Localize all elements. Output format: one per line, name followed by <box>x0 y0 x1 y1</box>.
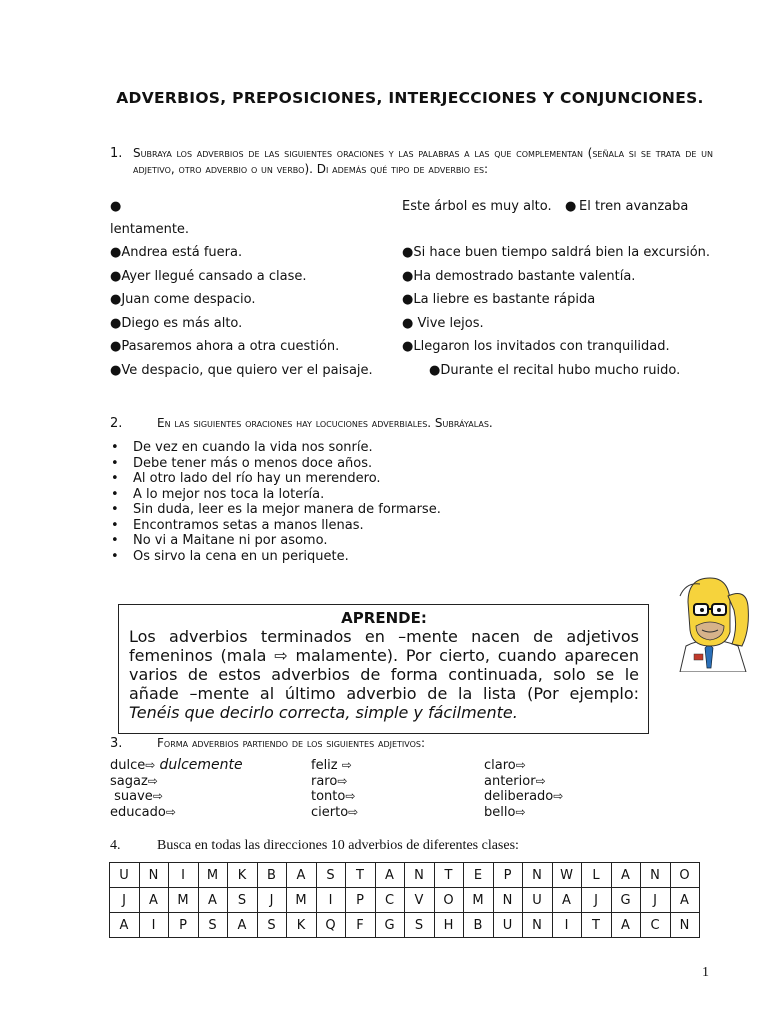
list-item: • Debe tener más o menos doce años. <box>111 456 441 472</box>
grid-cell: S <box>316 863 346 888</box>
sentence-item: ●Durante el recital hubo mucho ruido. <box>429 362 681 378</box>
arrow-right-icon: ⇨ <box>147 773 158 788</box>
grid-cell: N <box>493 888 523 913</box>
list-item: • Sin duda, leer es la mejor manera de formarse. <box>111 502 441 518</box>
list-item: • Al otro lado del río hay un merendero. <box>111 471 441 487</box>
grid-cell: A <box>228 913 258 938</box>
sentence-continuation: lentamente. <box>110 222 190 237</box>
grid-cell: P <box>346 888 376 913</box>
grid-cell: N <box>139 863 169 888</box>
section-2-list <box>111 440 441 564</box>
aprende-heading: APRENDE: <box>341 609 427 627</box>
grid-cell: J <box>641 888 671 913</box>
grid-cell: I <box>139 913 169 938</box>
grid-cell: E <box>464 863 494 888</box>
grid-cell: A <box>552 888 582 913</box>
grid-cell: M <box>464 888 494 913</box>
adjective-item: feliz ⇨ <box>311 758 352 773</box>
adjective-item: dulce⇨ dulcemente <box>110 757 243 773</box>
sentence-item: ●Andrea está fuera. <box>110 245 243 260</box>
grid-cell: S <box>405 913 435 938</box>
list-item: • Os sirvo la cena en un periquete. <box>111 549 441 565</box>
list-item: • No vi a Maitane ni por asomo. <box>111 533 441 549</box>
page-title: ADVERBIOS, PREPOSICIONES, INTERJECCIONES Y CONJUNCIONES. <box>116 89 704 107</box>
section-3-number: 3. <box>110 736 123 751</box>
answer-example: dulcemente <box>159 757 243 773</box>
adjective-item: bello⇨ <box>484 804 526 820</box>
adjective-item: suave⇨ <box>110 789 163 804</box>
section-1-number: 1. <box>110 146 123 161</box>
adjective-column-3 <box>484 758 563 820</box>
grid-cell: M <box>198 863 228 888</box>
grid-cell: A <box>139 888 169 913</box>
grid-row <box>110 863 700 888</box>
grid-cell: J <box>110 888 140 913</box>
grid-cell: A <box>375 863 405 888</box>
sentence-item: ●Diego es más alto. <box>110 315 243 331</box>
grid-cell: I <box>552 913 582 938</box>
grid-cell: T <box>346 863 376 888</box>
list-item: • Encontramos setas a manos llenas. <box>111 518 441 534</box>
arrow-right-icon: ⇨ <box>348 804 359 819</box>
aprende-body: Los adverbios terminados en –mente nacen de adjetivos femeninos (mala ⇨ malamente). Por cierto, cuando aparecen varios de estos adverbios de forma continuada, solo se le añade –mente al último adverbio de la lista (Por ejemplo: Tenéis que decirlo correcta, simple y fácilmente. <box>129 627 640 722</box>
bullet-dot: ● <box>565 199 577 214</box>
section-1-instruction: Subraya los adverbios de las siguientes oraciones y las palabras a las que complementan (señala si se trata de un adjetivo, otro adverbio o un verbo). Di además qué tipo de adverbio es: <box>133 146 713 176</box>
grid-cell: O <box>670 863 700 888</box>
grid-cell: A <box>670 888 700 913</box>
bullet-dot: ● <box>110 199 122 214</box>
arrow-right-icon: ⇨ <box>535 773 546 788</box>
sentence-item: ●Pasaremos ahora a otra cuestión. <box>110 339 340 354</box>
adjective-item: raro⇨ <box>311 773 348 789</box>
list-item: • De vez en cuando la vida nos sonríe. <box>111 440 441 456</box>
adjective-item: deliberado⇨ <box>484 789 564 804</box>
section-1-right-list <box>402 245 710 386</box>
word-search-grid <box>109 862 700 938</box>
grid-cell: N <box>641 863 671 888</box>
section-2-number: 2. <box>110 416 123 431</box>
grid-row <box>110 888 700 913</box>
adjective-item: sagaz⇨ <box>110 773 158 789</box>
grid-cell: I <box>316 888 346 913</box>
grid-cell: G <box>375 913 405 938</box>
aprende-box <box>118 604 649 734</box>
word-search-container <box>109 862 700 946</box>
grid-cell: G <box>611 888 641 913</box>
grid-cell: A <box>611 913 641 938</box>
arrow-right-icon: ⇨ <box>152 789 163 803</box>
grid-cell: B <box>257 863 287 888</box>
grid-cell: B <box>464 913 494 938</box>
grid-row <box>110 913 700 938</box>
grid-cell: C <box>641 913 671 938</box>
adjective-column-2 <box>311 758 358 820</box>
adjective-item: anterior⇨ <box>484 773 546 789</box>
grid-cell: N <box>405 863 435 888</box>
section-1-left-list <box>110 245 373 386</box>
grid-cell: K <box>287 913 317 938</box>
grid-cell: V <box>405 888 435 913</box>
sentence-item: ●Llegaron los invitados con tranquilidad. <box>402 339 670 354</box>
arrow-right-icon: ⇨ <box>515 804 526 819</box>
adjective-column-1 <box>110 758 243 820</box>
adjective-item: cierto⇨ <box>311 804 359 820</box>
sentence-item: ●Ayer llegué cansado a clase. <box>110 268 307 284</box>
arrow-right-icon: ⇨ <box>337 773 348 788</box>
grid-cell: J <box>582 888 612 913</box>
adjective-item: educado⇨ <box>110 804 176 820</box>
arrow-right-icon: ⇨ <box>341 758 352 772</box>
grid-cell: N <box>523 913 553 938</box>
sentence-item: ● Vive lejos. <box>402 315 484 331</box>
grid-cell: A <box>611 863 641 888</box>
arrow-right-icon: ⇨ <box>345 789 356 803</box>
arrow-right-icon: ⇨ <box>274 646 288 665</box>
grid-cell: L <box>582 863 612 888</box>
grid-cell: I <box>169 863 199 888</box>
section-3-instruction: Forma adverbios partiendo de los siguientes adjetivos: <box>157 736 426 750</box>
page-number: 1 <box>702 965 709 980</box>
arrow-right-icon: ⇨ <box>515 758 526 772</box>
grid-cell: A <box>198 888 228 913</box>
grid-cell: U <box>110 863 140 888</box>
grid-cell: W <box>552 863 582 888</box>
arrow-right-icon: ⇨ <box>165 804 176 819</box>
grid-cell: N <box>523 863 553 888</box>
grid-cell: S <box>198 913 228 938</box>
grid-cell: S <box>257 913 287 938</box>
sentence: Este árbol es muy alto. <box>402 199 552 214</box>
grid-cell: K <box>228 863 258 888</box>
cartoon-character-illustration <box>666 572 752 672</box>
grid-cell: H <box>434 913 464 938</box>
grid-cell: M <box>169 888 199 913</box>
sentence-item: ●Si hace buen tiempo saldrá bien la excursión. <box>402 245 711 260</box>
section-2-instruction: En las siguientes oraciones hay locuciones adverbiales. Subráyalas. <box>157 416 493 430</box>
section-4-instruction: Busca en todas las direcciones 10 adverbios de diferentes clases: <box>157 838 519 853</box>
sentence: El tren avanzaba <box>579 199 689 214</box>
grid-cell: T <box>434 863 464 888</box>
grid-cell: P <box>169 913 199 938</box>
grid-cell: O <box>434 888 464 913</box>
grid-cell: U <box>493 913 523 938</box>
grid-cell: C <box>375 888 405 913</box>
arrow-right-icon: ⇨ <box>553 789 564 803</box>
grid-cell: S <box>228 888 258 913</box>
sentence-item: ●Ha demostrado bastante valentía. <box>402 268 636 284</box>
sentence-item: ●Ve despacio, que quiero ver el paisaje. <box>110 362 373 378</box>
list-item: • A lo mejor nos toca la lotería. <box>111 487 441 503</box>
grid-cell: J <box>257 888 287 913</box>
section-4-number: 4. <box>110 838 121 853</box>
grid-cell: P <box>493 863 523 888</box>
grid-cell: U <box>523 888 553 913</box>
arrow-right-icon: ⇨ <box>145 758 156 772</box>
grid-cell: Q <box>316 913 346 938</box>
adjective-item: claro⇨ <box>484 758 526 773</box>
aprende-example: Tenéis que decirlo correcta, simple y fácilmente. <box>129 703 518 722</box>
grid-cell: T <box>582 913 612 938</box>
grid-cell: A <box>110 913 140 938</box>
sentence-item: ●La liebre es bastante rápida <box>402 292 596 307</box>
grid-cell: N <box>670 913 700 938</box>
grid-cell: A <box>287 863 317 888</box>
grid-cell: M <box>287 888 317 913</box>
adjective-item: tonto⇨ <box>311 789 356 804</box>
sentence-item: ●Juan come despacio. <box>110 292 256 307</box>
grid-cell: F <box>346 913 376 938</box>
